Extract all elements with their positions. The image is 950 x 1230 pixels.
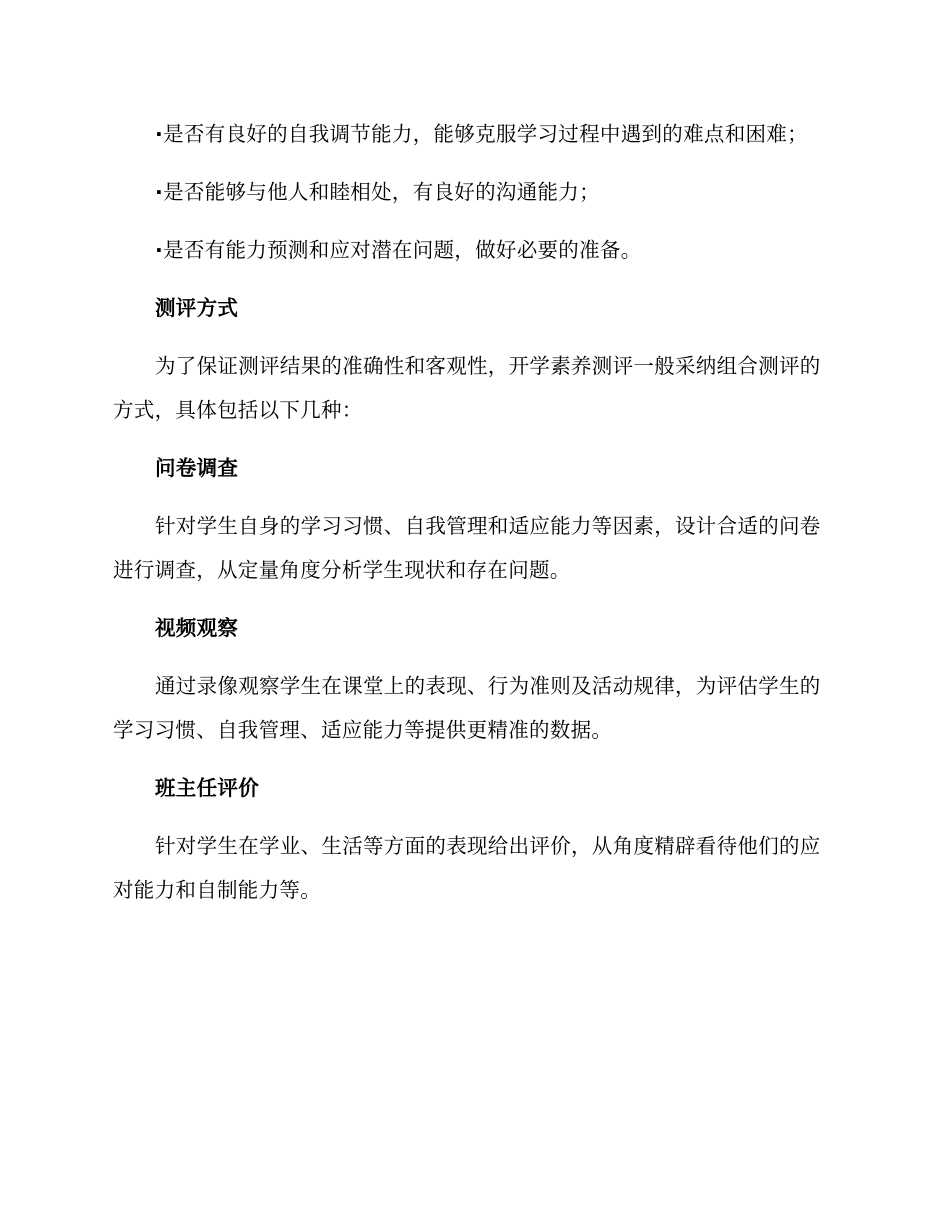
section-heading-methods: 测评方式: [155, 296, 239, 320]
bullet-item-communication: [113, 170, 830, 214]
bullet-marker: ·: [155, 122, 164, 146]
bullet-marker: ·: [155, 180, 164, 204]
paragraph-teacher: 针对学生在学业、生活等方面的表现给出评价，从角度精辟看待他们的应对能力和自制能力等。: [113, 834, 821, 902]
bullet-text: 是否能够与他人和睦相处，有良好的沟通能力；: [163, 180, 600, 204]
paragraph-questionnaire: 针对学生自身的学习习惯、自我管理和适应能力等因素，设计合适的问卷进行调查，从定量角度分析学生现状和存在问题。: [113, 514, 821, 582]
bullet-item-prediction: [113, 228, 830, 272]
bullet-text: 是否有能力预测和应对潜在问题，做好必要的准备。: [163, 238, 642, 262]
subheading-video: 视频观察: [155, 616, 239, 640]
subheading-teacher: 班主任评价: [155, 776, 259, 800]
bullet-marker: ·: [155, 238, 164, 262]
bullet-item-self-regulation: [113, 112, 830, 156]
paragraph-video: 通过录像观察学生在课堂上的表现、行为准则及活动规律，为评估学生的学习习惯、自我管理、适应能力等提供更精准的数据。: [113, 674, 821, 742]
section-intro-methods: 为了保证测评结果的准确性和客观性，开学素养测评一般采纳组合测评的方式，具体包括以下几种：: [113, 354, 821, 422]
bullet-text: 是否有良好的自我调节能力，能够克服学习过程中遇到的难点和困难；: [163, 122, 808, 146]
subheading-questionnaire: 问卷调查: [155, 456, 239, 480]
